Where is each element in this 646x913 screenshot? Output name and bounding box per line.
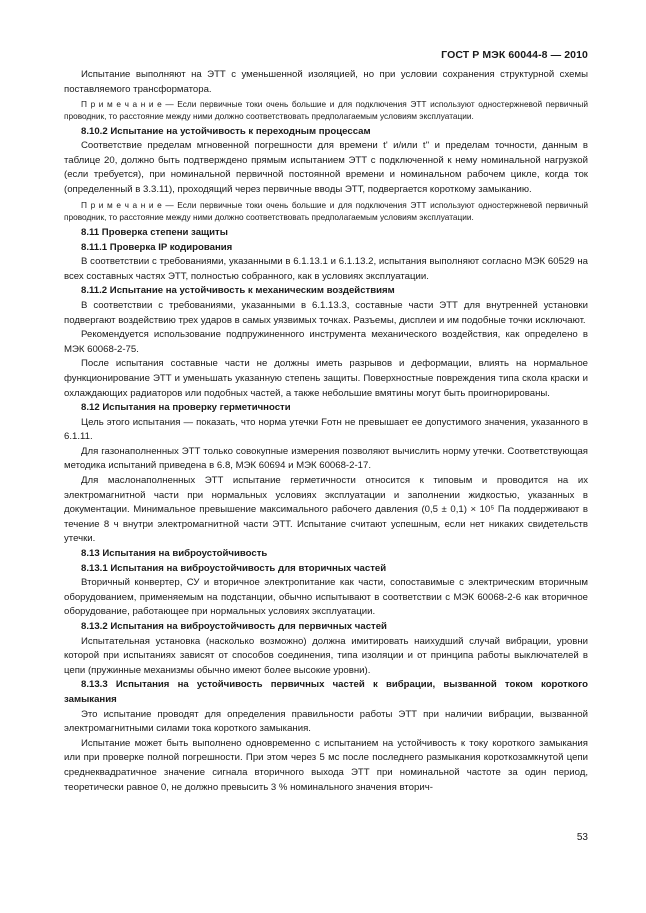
paragraph: В соответствии с требованиями, указанными в 6.1.13.3, составные части ЭТТ для внутренней установки подвергают воздействию трех ударов в самых уязвимых точках. Разъемы, дисплеи и им подобные точки исключают.: [64, 299, 588, 326]
paragraph: Испытание может быть выполнено одновременно с испытанием на устойчивость к току короткого замыкания или при проверке полной погрешности. При этом через 5 мс после последнего размыкания короткозамкнутой цепи среднеквадратичное значение сигнала вторичного выхода ЭТТ при номинальной частоте за один период, теоретически равное 0, не должно превысить 3 % номинального значения вторич-: [64, 737, 588, 793]
note: П р и м е ч а н и е — Если первичные токи очень большие и для подключения ЭТТ используют одностержневой первичный проводник, то расстояние между ними должно соответствовать предполагаемым условиям эксплуатации.: [64, 99, 588, 122]
section-heading: 8.11 Проверка степени защиты: [81, 226, 228, 238]
section-heading: 8.11.2 Испытание на устойчивость к механическим воздействиям: [81, 285, 395, 297]
section-heading: 8.13.1 Испытания на виброустойчивость для вторичных частей: [81, 562, 387, 574]
section-heading: 8.12 Испытания на проверку герметичности: [81, 402, 291, 414]
paragraph: Испытание выполняют на ЭТТ с уменьшенной изоляцией, но при условии сохранения структурной схемы поставляемого трансформатора.: [64, 69, 588, 95]
paragraph: Цель этого испытания — показать, что норма утечки Fотн не превышает ее допустимого значения, указанного в 6.1.11.: [64, 416, 588, 443]
paragraph: После испытания составные части не должны иметь разрывов и деформации, влиять на нормальное функционирование ЭТТ и уменьшать указанную степень защиты. Поверхностные повреждения типа скола краски и охлаждающих радиаторов или подобных частей, а также небольшие вмятины могут быть проигнорированы.: [64, 358, 588, 399]
body-text: [64, 68, 588, 795]
page-number: 53: [576, 832, 588, 843]
paragraph: Это испытание проводят для определения правильности работы ЭТТ при наличии вибрации, вызванной электромагнитными силами тока короткого замыкания.: [64, 708, 588, 735]
section-heading: 8.10.2 Испытание на устойчивость к переходным процессам: [81, 125, 371, 137]
section-heading: 8.13 Испытания на виброустойчивость: [81, 548, 268, 560]
paragraph: Испытательная установка (насколько возможно) должна имитировать наихудший случай вибрации, уровни которой при испытаниях зависят от способов соединения, типа изоляции и от принципа работы выключателей в цепи (пружинные механизмы обычно имеют более высокие уровни).: [64, 635, 588, 676]
paragraph: Для маслонаполненных ЭТТ испытание герметичности относится к типовым и проводится на их электромагнитной части при нормальных условиях эксплуатации и заполнении жидкостью, указанных в документации. Минимальное превышение максимального рабочего давления (0,5 ± 0,1) × 10⁵ Па поддерживают в течение 8 ч внутри электромагнитной части ЭТТ. Испытание считают успешным, если нет никаких свидетельств утечки.: [64, 475, 588, 545]
paragraph: Для газонаполненных ЭТТ только совокупные измерения позволяют вычислить норму утечки. Соответствующая методика испытаний приведена в 6.8, МЭК 60694 и МЭК 60068-2-17.: [64, 445, 588, 472]
paragraph: В соответствии с требованиями, указанными в 6.1.13.1 и 6.1.13.2, испытания выполняют согласно МЭК 60529 на всех составных частях ЭТТ, полностью собранного, как в условиях эксплуатации.: [64, 256, 588, 282]
paragraph: Вторичный конвертер, СУ и вторичное электропитание как части, сопоставимые с электрическим вторичным оборудованием, применяемым на подстанции, обычно испытывают в соответствии с МЭК 60068-2-6 как вторичное оборудование, работающее при нормальных условиях эксплуатации.: [64, 577, 588, 618]
section-heading: 8.11.1 Проверка IP кодирования: [81, 241, 233, 253]
section-heading: 8.13.2 Испытания на виброустойчивость для первичных частей: [81, 621, 387, 632]
section-heading: 8.13.3 Испытания на устойчивость первичных частей к вибрации, вызванной током короткого замыкания: [64, 679, 588, 705]
paragraph: Соответствие пределам мгновенной погрешности для времени t' и/или t'' и пределам точности, данным в таблице 20, должно быть подтверждено прямым испытанием ЭТТ с подключенной к нему номинальной нагрузкой (если требуется), при номинальной первичной постоянной времени и номинальном рабочем цикле, когда ток (определенный в 3.3.11), проходящий через первичные вводы ЭТТ, подвергается короткому замыканию.: [64, 140, 588, 195]
note: П р и м е ч а н и е — Если первичные токи очень большие и для подключения ЭТТ используют одностержневой первичный проводник, то расстояние между ними должно соответствовать предполагаемым условиям эксплуатации.: [64, 199, 588, 222]
standard-header: ГОСТ Р МЭК 60044-8 — 2010: [441, 49, 588, 61]
paragraph: Рекомендуется использование подпружиненного инструмента механического воздействия, как определено в МЭК 60068-2-75.: [64, 329, 588, 355]
